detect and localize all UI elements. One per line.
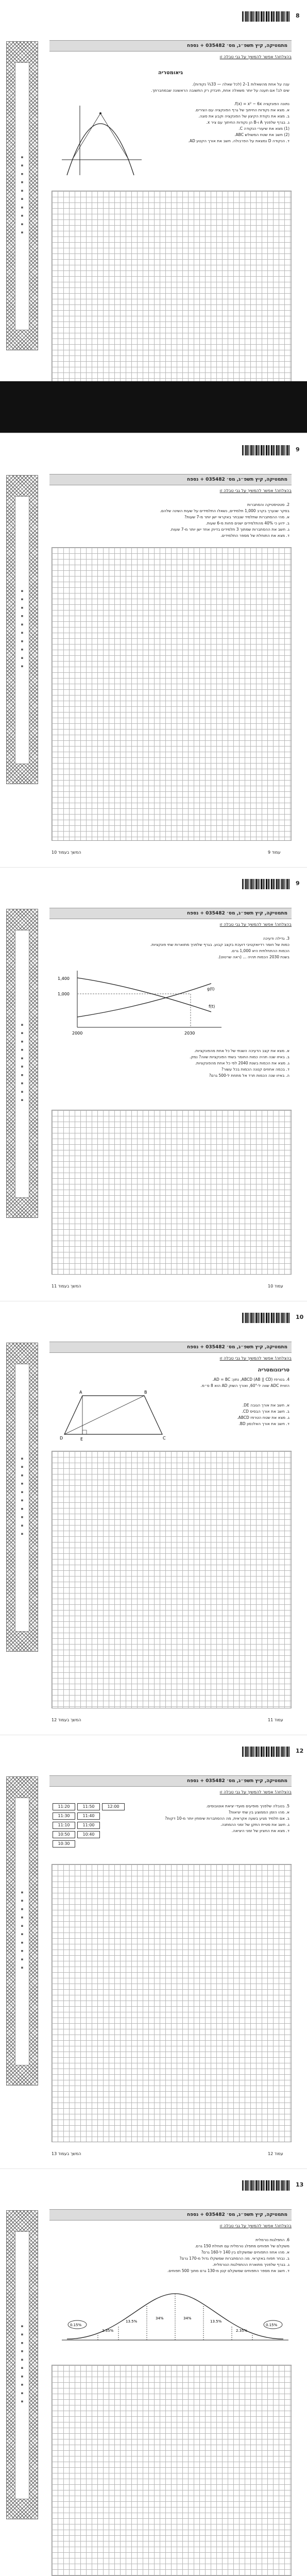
text-line: ד. בכמה אחוזים קטנה הכמות בכל עשור? [221,1067,289,1072]
answer-grid[interactable] [52,1110,292,1275]
section-title: טריגונומטריה [258,1367,289,1373]
text-line: ה. באיזו שנה הכמות תרד אל מתחת ל-500 גרם? [209,1073,289,1078]
curve-label-f: f(t) [209,1004,215,1009]
scan-dark-band [0,381,307,433]
page-subline: בהצלחה! אפשר להמשיך על גבי טבלה זו [219,1356,292,1361]
side-strip-notch [15,62,29,330]
text-line: (2) חשב את שטח המשולש ABC. [234,132,289,137]
text-line: א. מהי ההסתברות שתלמיד שנבחר באקראי ישן יותר מ-7 שעות? [184,515,289,519]
curve-label-g: g(t) [207,987,215,991]
footer-page: עמוד 10 [268,1284,283,1289]
footer-continue: המשך בעמוד 12 [52,1718,81,1722]
page-number: 9 [296,880,300,887]
decorative-side-strip [6,2210,38,2519]
side-strip-notch [15,930,29,1198]
text-line: 3. גדילה ודעיכה [263,936,289,941]
decorative-side-strip [6,909,38,1218]
question-text [52,1377,289,1389]
text-line: ג. חשב את ההסתברות שמתוך 3 תלמידים בדיוק אחד ישן יותר מ-7 שעות. [170,527,289,532]
side-strip-text: ▪ ▪ ▪ ▪ ▪ ▪ ▪ ▪ ▪ ▪ [20,589,24,670]
barcode [242,879,289,889]
side-strip-text: ▪ ▪ ▪ ▪ ▪ ▪ ▪ ▪ ▪ ▪ [20,2324,24,2405]
page-subline: בהצלחה! אפשר להמשיך על גבי טבלה זו [219,1790,292,1794]
decay-chart [57,965,227,1043]
side-strip-text: ▪ ▪ ▪ ▪ ▪ ▪ ▪ ▪ ▪ ▪ [20,1456,24,1538]
side-strip-text: ▪ ▪ ▪ ▪ ▪ ▪ ▪ ▪ ▪ ▪ [20,155,24,236]
time-cell: 11:00 [77,1822,100,1829]
time-cell: 11:40 [77,1812,100,1820]
text-line: א. חשב את אורך הגובה DE. [242,1403,289,1408]
text-line: ב. חשב את אורך הבסיס CD. [242,1409,289,1414]
text-line: ב. באיזו שנה תהיה כמות החומר בשתי הפונקציות שווה? נמק. [189,1055,289,1059]
exam-page-2 [0,434,307,868]
answer-grid[interactable] [52,1864,292,2142]
text-line: ג. מצא את שטח הטרפז ABCD. [237,1415,289,1420]
page-header: מתמטיקה, קיץ תשפ״ג, מס׳ 035482 + נספח [49,1775,292,1787]
question-items [52,1048,289,1079]
page-subline: בהצלחה! אפשר להמשיך על גבי טבלה זו [219,2224,292,2228]
x-tick-right: 2030 [184,1031,195,1036]
time-cell: 11:50 [77,1803,100,1810]
question-text [52,936,289,960]
text-line: ד. מצא את התוחלת של מספר התלמידים. [220,533,289,538]
x-tick-left: 2000 [72,1031,83,1036]
answer-grid[interactable] [52,1451,292,1708]
text-line: 2. סטטיסטיקה והסתברות [247,502,289,507]
exam-page-1 [0,0,307,434]
page-header: מתמטיקה, קיץ תשפ״ג, מס׳ 035482 + נספח [49,474,292,485]
question-text [52,2237,289,2274]
answer-grid[interactable] [52,547,292,841]
region-label: 34% [183,2316,192,2320]
barcode [242,445,289,455]
text-line: ב. ידוע כי 40% מהתלמידים ישנים פחות מ-6 שעות. [206,521,289,526]
question-items [176,1402,289,1427]
side-strip-notch [15,2231,29,2499]
question-items [156,101,289,144]
text-line: בשנת 2030 הכמות תהיה ... (ראה שרטוט). [217,955,289,959]
page-number: 12 [296,1748,304,1754]
text-line: ג. חשב את סטיית התקן של זמני ההמתנה. [220,1822,289,1827]
side-strip-text: ▪ ▪ ▪ ▪ ▪ ▪ ▪ ▪ ▪ ▪ [20,1890,24,1972]
region-label: 2.35% [102,2329,114,2333]
decorative-side-strip [6,1776,38,2086]
y-tick-mid: 1,000 [58,992,70,996]
text-line: משקלם של תפוחים מתפלג נורמלית עם תוחלת 150 גרם. [195,2244,289,2248]
page-subline: בהצלחה! אפשר להמשיך על גבי טבלה זו [219,488,292,493]
region-label: 0.15% [266,2323,278,2327]
y-tick-top: 1,400 [58,976,70,981]
text-line: שים לב! אם תענה על יותר משאלה אחת, תיבדק רק התשובה הראשונה שבמחברתך. [151,88,289,93]
barcode [242,1747,289,1757]
barcode [242,1313,289,1323]
trapezoid-figure [57,1388,170,1445]
decorative-side-strip [6,1343,38,1652]
footer-continue: המשך בעמוד 10 [52,850,81,855]
text-line: ב. נבחר תפוח באקראי. מה ההסתברות שמשקלו גדול מ-170 גרם? [179,2256,289,2261]
region-label: 13.5% [210,2319,222,2324]
barcode [242,2180,289,2191]
text-line: ג. בגרף שלפניך מתוארת ההתפלגות הנורמלית. [212,2262,289,2267]
text-line: א. מצא את קצב הדעיכה השנתי של כל אחת מהפונקציות. [194,1048,289,1053]
text-line: ב. מצא את נקודת הקיצון של הפונקציה וקבע את סוגה. [198,114,289,118]
text-line: 6. התפלגות נורמלית [255,2238,289,2242]
text-line: ד. חשב את מספר התפוחים שמשקלם קטן מ-130 גרם מתוך 500 תפוחים. [167,2268,289,2273]
page-number: 10 [296,1314,304,1320]
time-cell: 12:00 [102,1803,125,1810]
footer-page: עמוד 12 [268,2151,283,2156]
page-subline: בהצלחה! אפשר להמשיך על גבי טבלה זו [219,55,292,59]
time-cell: 10:40 [77,1831,100,1838]
text-line: כמות של חומר רדיואקטיבי דועכת בקצב קבוע. בגרף שלפניך מתוארות שתי פונקציות. [150,942,289,947]
answer-grid[interactable] [52,2365,292,2576]
page-number: 9 [296,446,300,453]
question-text [135,1803,289,1834]
footer-page: עמוד 9 [268,850,281,855]
time-cell: 11:20 [53,1803,75,1810]
page-header: מתמטיקה, קיץ תשפ״ג, מס׳ 035482 + נספח [49,40,292,52]
exam-page-6 [0,2169,307,2576]
text-line: 5. בטבלה שלפניך מופיעים מועדי יציאת אוטובוסים. [206,1804,289,1808]
section-title: גיאומטריה [158,70,183,76]
vertex-label-a: A [79,1390,82,1395]
text-line: הכמות ההתחלתית היא 1,000 גרם. [231,948,289,953]
footer-page: עמוד 11 [268,1718,283,1722]
side-strip-notch [15,496,29,764]
question-text [52,502,289,539]
time-cell: 10:50 [53,1831,75,1838]
time-cell: 11:10 [53,1822,75,1829]
time-cell: 11:30 [53,1812,75,1820]
time-cell: 10:30 [53,1840,75,1848]
text-line: נתונה הפונקציה f(x) = x² − 6x. [234,101,289,106]
region-label: 0.15% [70,2323,82,2327]
text-line: א. מצא את נקודות החיתוך של גרף הפונקציה עם הצירים. [195,108,289,112]
text-line: בסקר שנערך בקרב 1,000 תלמידים, נשאלו התלמידים על שעות השינה שלהם. [160,509,289,513]
text-line: ענה על אחת מהשאלות 1–2 (לכל שאלה — 33⅓ נקודות). [192,82,289,87]
vertex-label-c: C [163,1436,166,1440]
footer-continue: המשך בעמוד 13 [52,2151,81,2156]
barcode [242,11,289,22]
exam-page-5 [0,1735,307,2169]
answer-grid[interactable] [52,191,292,407]
text-line: ג. בגרף שלפניך A ו-B הן נקודות החיתוך עם ציר x. [206,120,289,125]
region-label: 34% [156,2316,164,2320]
text-line: א. מהו אחוז התפוחים שמשקלם בין 140 ל-160 גרם? [201,2250,289,2255]
page-number: 8 [296,12,300,19]
question-text [52,81,289,94]
decorative-side-strip [6,41,38,350]
text-line: 4. בטרפז ABCD (AB || CD), נתון: AD = BC. [212,1377,289,1382]
footer-continue: המשך בעמוד 11 [52,1284,81,1289]
page-number: 13 [296,2181,304,2188]
text-line: (1) מצא את שיעורי הנקודה C. [238,126,289,131]
normal-distribution-curve [57,2289,294,2350]
text-line: ב. אם תלמיד מגיע בשעה אקראית, מה ההסתברות שימתין יותר מ-10 דקות? [165,1816,289,1821]
text-line: ג. מצא את הכמות בשנת 2040 לפי כל אחת מהפונקציות. [195,1061,289,1065]
text-line: ד. מצא את החציון של זמני היציאה. [231,1828,289,1833]
page-header: מתמטיקה, קיץ תשפ״ג, מס׳ 035482 + נספח [49,1342,292,1353]
vertex-label-b: B [144,1390,147,1395]
vertex-label-d: D [60,1436,63,1440]
side-strip-notch [15,1364,29,1632]
text-line: א. מהו הזמן הממוצע בין שתי יציאות? [228,1810,289,1815]
text-line: הזווית ADC שווה ל-60°, ואורך השוק AD הוא 8 ס״מ. [200,1383,289,1388]
text-line: ד. הנקודה D נמצאת על הפרבולה. חשב את אורך הקטע AD. [188,139,289,143]
region-label: 13.5% [126,2319,138,2324]
region-label: 2.35% [236,2329,248,2333]
vertex-label-e: E [80,1437,83,1442]
side-strip-text: ▪ ▪ ▪ ▪ ▪ ▪ ▪ ▪ ▪ ▪ [20,1023,24,1104]
page-header: מתמטיקה, קיץ תשפ״ג, מס׳ 035482 + נספח [49,908,292,919]
exam-page-3 [0,868,307,1301]
exam-page-4 [0,1301,307,1735]
page-subline: בהצלחה! אפשר להמשיך על גבי טבלה זו [219,922,292,927]
decorative-side-strip [6,475,38,784]
page-header: מתמטיקה, קיץ תשפ״ג, מס׳ 035482 + נספח [49,2209,292,2221]
side-strip-notch [15,1798,29,2065]
text-line: ד. חשב את אורך האלכסון BD. [238,1421,289,1426]
parabola-graph [57,103,144,180]
